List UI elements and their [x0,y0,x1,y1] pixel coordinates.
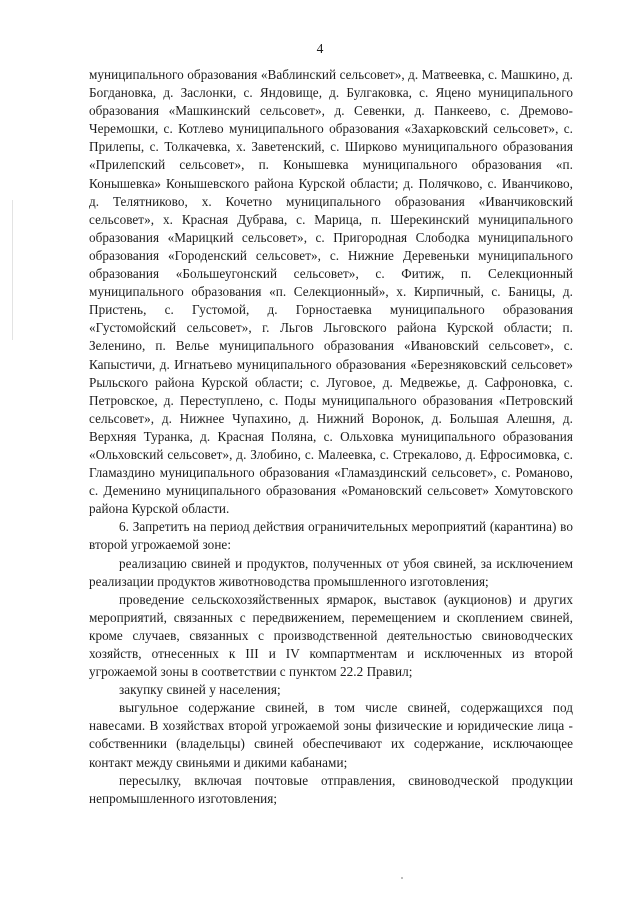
list-item-fairs-ban: проведение сельскохозяйственных ярмарок, выставок (аукционов) и других мероприятий, связанных с передвижением, перемещением и скоплением свиней, кроме случаев, связанных с производственной деятельностью свиноводческих хозяйств, отнесенных к III и IV компартментам и исключенных из второй угрожаемой зоны в соответствии с пунктом 22.2 Правил; [89,591,573,680]
scan-artifact [401,877,403,879]
list-item-purchase-ban: закупку свиней у населения; [119,682,281,698]
paragraph-clause-6: 6. Запретить на период действия ограничительных мероприятий (карантина) во второй угрожаемой зоне: [89,519,573,553]
page-number: 4 [316,41,324,56]
list-item-grazing-ban: выгульное содержание свиней, в том числе свиней, содержащихся под навесами. В хозяйствах второй угрожаемой зоны физические и юридические лица - собственники (владельцы) свиней обеспечивают их содержание, исключающее контакт между свиньями и дикими кабанами; [89,700,573,770]
document-body [89,66,573,808]
paragraph-locality-list: муниципального образования «Ваблинский сельсовет», д. Матвеевка, с. Машкино, д. Богдановка, д. Заслонки, с. Яндовище, д. Булгаковка, с. Яцено муниципального образования «Машкинский сельсовет», д. Севенки, д. Панкеево, с. Дремово-Черемошки, с. Котлево муниципального образования «Захарковский сельсовет», с. Прилепы, с. Толкачевка, х. Заветенский, с. Ширково муниципального образования «Прилепский сельсовет», п. Конышевка муниципального образования «п. Конышевка» Конышевского района Курской области; д. Полячково, с. Иванчиково, д. Телятниково, х. Кочетно муниципального образования «Иванчиковский сельсовет», х. Красная Дубрава, с. Марица, п. Шерекинский муниципального образования «Марицкий сельсовет», с. Пригородная Слободка муниципального образования «Городенский сельсовет», с. Нижние Деревеньки муниципального образования «Большеугонский сельсовет», с. Фитиж, п. Селекционный муниципального образования «п. Селекционный», х. Кирпичный, с. Баницы, д. Пристень, с. Густомой, д. Горностаевка муниципального образования «Густомойский сельсовет», г. Льгов Льговского района Курской области; п. Зеленино, п. Велье муниципального образования «Ивановский сельсовет», с. Капыстичи, д. Игнатьево муниципального образования «Березняковский сельсовет» Рыльского района Курской области; с. Луговое, д. Медвежье, д. Сафроновка, с. Петровское, д. Переступлено, с. Поды муниципального образования «Петровский сельсовет», д. Нижнее Чупахино, д. Нижний Воронок, д. Большая Алешня, д. Верхняя Туранка, д. Красная Поляна, с. Ольховка муниципального образования «Ольховский сельсовет», д. Злобино, с. Малеевка, с. Стрекалово, д. Ефросимовка, с. Гламаздино муниципального образования «Гламаздинский сельсовет», с. Романово, с. Деменино муниципального образования «Романовский сельсовет» Хомутовского района Курской области. [89,67,573,517]
list-item-sale-ban: реализацию свиней и продуктов, полученных от убоя свиней, за исключением реализации продуктов животноводства промышленного изготовления; [89,555,573,589]
scan-artifact [12,200,13,340]
list-item-mail-ban: пересылку, включая почтовые отправления, свиноводческой продукции непромышленного изготовления; [89,772,573,806]
